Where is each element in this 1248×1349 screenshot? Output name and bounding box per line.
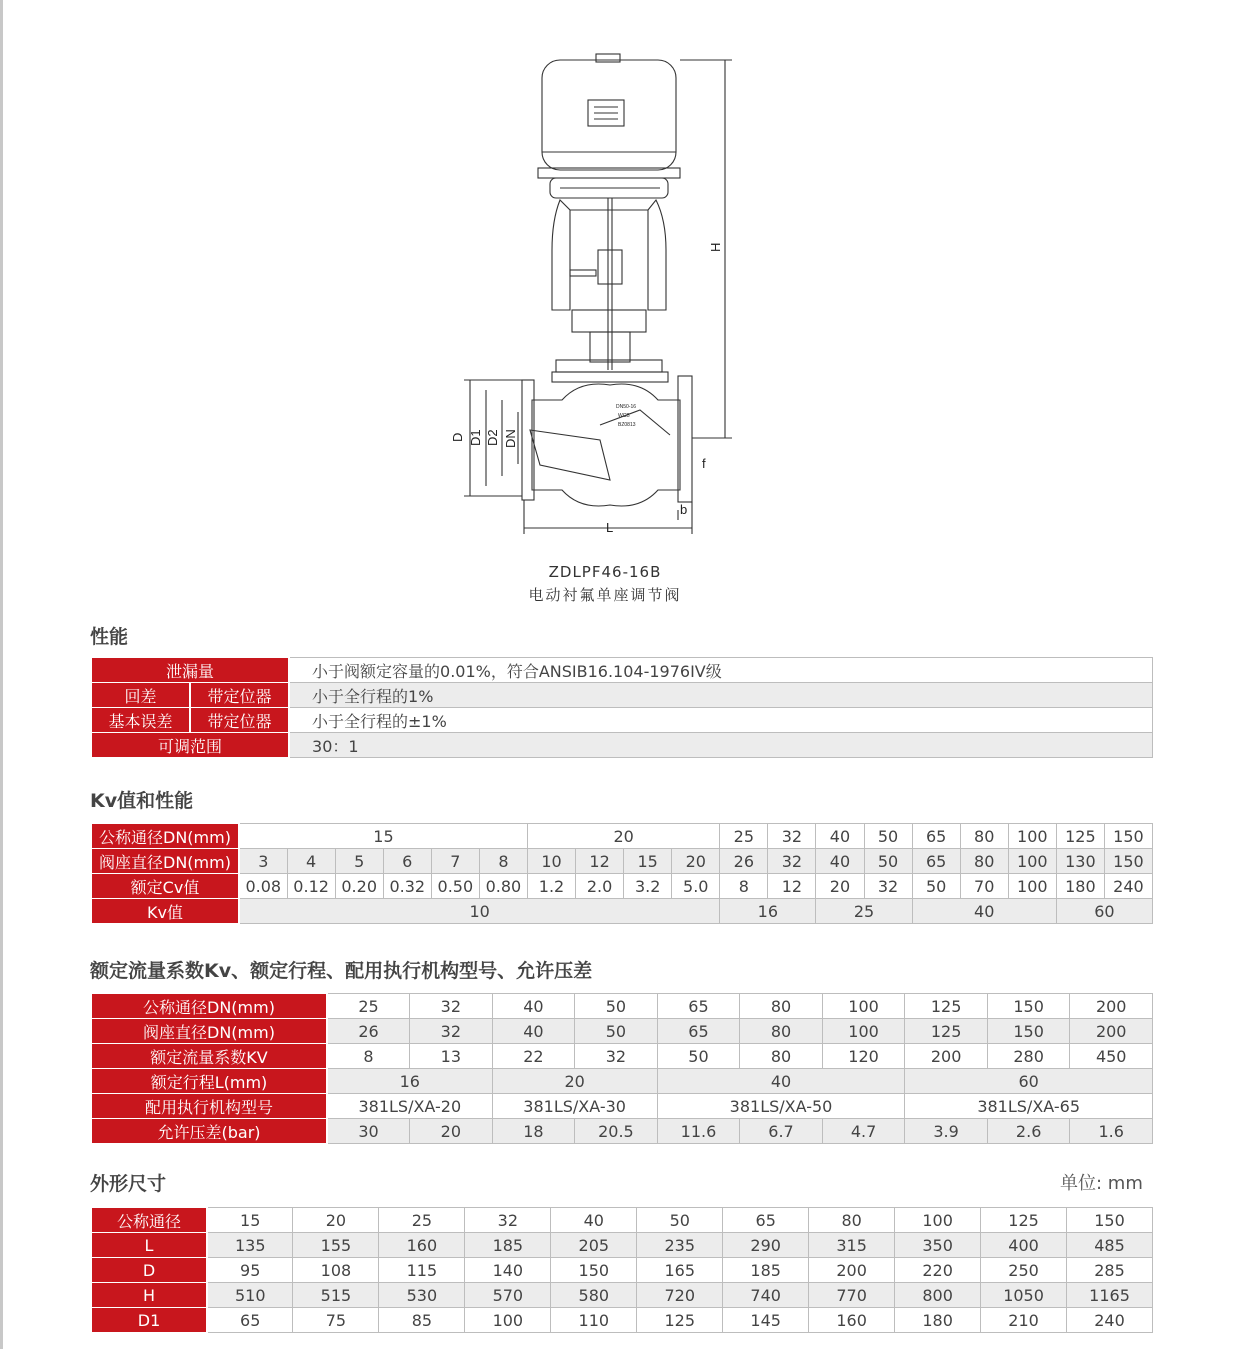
error-sub: 带定位器: [190, 708, 289, 733]
dims-cell: 125: [637, 1308, 723, 1333]
dims-row: [91, 1233, 1153, 1258]
dims-cell: 108: [293, 1258, 379, 1283]
dims-row: [91, 1308, 1153, 1333]
section-title-performance: 性能: [90, 626, 129, 648]
flow-stroke-label: 额定行程L(mm): [91, 1069, 327, 1094]
dims-cell: 160: [809, 1308, 895, 1333]
yoke-left: [552, 200, 570, 310]
kv-seat-cell: 15: [624, 849, 672, 874]
flow-dn-cell: 125: [905, 994, 988, 1019]
dims-row: [91, 1258, 1153, 1283]
dims-cell: 15: [207, 1208, 293, 1233]
dims-cell: 400: [981, 1233, 1067, 1258]
dims-table: [90, 1207, 1153, 1333]
dims-cell: 40: [551, 1208, 637, 1233]
hysteresis-value: 小于全行程的1%: [289, 683, 1152, 708]
dims-cell: 740: [723, 1283, 809, 1308]
dims-cell: 485: [1067, 1233, 1153, 1258]
bonnet: [572, 310, 646, 332]
dims-cell: 95: [207, 1258, 293, 1283]
product-name: 电动衬氟单座调节阀: [528, 586, 682, 604]
yoke-right: [648, 200, 666, 310]
dims-cell: 32: [465, 1208, 551, 1233]
flow-seat-cell: 32: [410, 1019, 493, 1044]
flow-dp-cell: 11.6: [657, 1119, 740, 1144]
kv-seat-cell: 50: [864, 849, 912, 874]
kv-kv-cell: 40: [912, 899, 1056, 924]
kv-seat-cell: 8: [479, 849, 527, 874]
flow-dn-cell: 40: [492, 994, 575, 1019]
kv-dn-cell: 125: [1056, 824, 1104, 849]
dims-cell: 530: [379, 1283, 465, 1308]
flow-seat-label: 阀座直径DN(mm): [91, 1019, 327, 1044]
kv-seat-cell: 80: [960, 849, 1008, 874]
kv-cv-cell: 100: [1008, 874, 1056, 899]
dims-cell: 285: [1067, 1258, 1153, 1283]
flow-seat-cell: 80: [740, 1019, 823, 1044]
kv-cv-cell: 5.0: [672, 874, 720, 899]
dims-cell: 800: [895, 1283, 981, 1308]
kv-seat-cell: 10: [527, 849, 575, 874]
flow-dp-cell: 4.7: [822, 1119, 905, 1144]
flow-dn-cell: 50: [575, 994, 658, 1019]
dims-cell: 580: [551, 1283, 637, 1308]
page-left-border: [0, 0, 3, 1349]
dims-cell: 140: [465, 1258, 551, 1283]
flow-table: [90, 993, 1153, 1144]
flow-dn-cell: 80: [740, 994, 823, 1019]
flow-kv-cell: 13: [410, 1044, 493, 1069]
kv-cv-cell: 32: [864, 874, 912, 899]
flow-dn-cell: 150: [987, 994, 1070, 1019]
kv-cv-cell: 0.20: [335, 874, 383, 899]
dims-cell: 205: [551, 1233, 637, 1258]
kv-cv-cell: 20: [816, 874, 864, 899]
flow-act-cell: 381LS/XA-30: [492, 1094, 657, 1119]
dims-unit: 单位: mm: [1060, 1173, 1143, 1194]
flow-act-label: 配用执行机构型号: [91, 1094, 327, 1119]
flow-dp-cell: 2.6: [987, 1119, 1070, 1144]
kv-seat-cell: 130: [1056, 849, 1104, 874]
dims-cell: 165: [637, 1258, 723, 1283]
kv-seat-cell: 7: [431, 849, 479, 874]
dims-cell: 510: [207, 1283, 293, 1308]
flow-kv-label: 额定流量系数KV: [91, 1044, 327, 1069]
flow-kv-cell: 50: [657, 1044, 740, 1069]
flow-stroke-cell: 60: [905, 1069, 1153, 1094]
kv-cv-cell: 240: [1104, 874, 1152, 899]
dims-cell: 1165: [1067, 1283, 1153, 1308]
flow-dn-cell: 25: [327, 994, 410, 1019]
valve-drawing: [440, 40, 760, 540]
section-title-dims: 外形尺寸: [90, 1173, 167, 1195]
dims-cell: 85: [379, 1308, 465, 1333]
kv-cv-cell: 0.12: [287, 874, 335, 899]
dims-cell: 515: [293, 1283, 379, 1308]
kv-cv-cell: 50: [912, 874, 960, 899]
section-title-flow: 额定流量系数Kv、额定行程、配用执行机构型号、允许压差: [90, 960, 593, 982]
label-f: f: [702, 456, 706, 471]
plate-line-1: DN50-16: [616, 404, 637, 410]
kv-dn-cell: 80: [960, 824, 1008, 849]
error-label: 基本误差: [91, 708, 190, 733]
flow-dp-row: [91, 1119, 1153, 1144]
flow-kv-cell: 280: [987, 1044, 1070, 1069]
flow-dn-cell: 32: [410, 994, 493, 1019]
dims-cell: 770: [809, 1283, 895, 1308]
flow-act-cell: 381LS/XA-50: [657, 1094, 905, 1119]
kv-cv-label: 额定Cv值: [91, 874, 239, 899]
kv-cv-cell: 180: [1056, 874, 1104, 899]
range-value: 30：1: [289, 733, 1152, 758]
hysteresis-sub: 带定位器: [190, 683, 289, 708]
kv-dn-label: 公称通径DN(mm): [91, 824, 239, 849]
flow-seat-row: [91, 1019, 1153, 1044]
flow-kv-row: [91, 1044, 1153, 1069]
label-D1: D1: [468, 429, 483, 446]
kv-dn-cell: 25: [720, 824, 768, 849]
leak-label: 泄漏量: [91, 658, 289, 683]
dims-cell: 65: [207, 1308, 293, 1333]
kv-seat-cell: 150: [1104, 849, 1152, 874]
label-b: b: [680, 502, 688, 517]
product-model: ZDLPF46-16B: [548, 563, 662, 581]
kv-cv-cell: 0.80: [479, 874, 527, 899]
kv-cv-cell: 1.2: [527, 874, 575, 899]
kv-seat-cell: 20: [672, 849, 720, 874]
kv-cv-cell: 0.32: [383, 874, 431, 899]
kv-kv-label: Kv值: [91, 899, 239, 924]
kv-cv-cell: 0.50: [431, 874, 479, 899]
actuator-housing: [542, 60, 676, 170]
dims-cell: 315: [809, 1233, 895, 1258]
valve-body: [532, 384, 680, 506]
kv-dn-cell: 100: [1008, 824, 1056, 849]
kv-seat-cell: 4: [287, 849, 335, 874]
dims-cell: 50: [637, 1208, 723, 1233]
kv-dn-cell: 15: [239, 824, 527, 849]
dims-cell: 75: [293, 1308, 379, 1333]
dims-cell: 160: [379, 1233, 465, 1258]
flow-dp-label: 允许压差(bar): [91, 1119, 327, 1144]
dims-cell: 240: [1067, 1308, 1153, 1333]
plate-line-2: WCB: [618, 413, 630, 419]
hysteresis-label: 回差: [91, 683, 190, 708]
flow-kv-cell: 22: [492, 1044, 575, 1069]
kv-cv-cell: 8: [720, 874, 768, 899]
dims-row-label: L: [91, 1233, 207, 1258]
flow-stroke-cell: 20: [492, 1069, 657, 1094]
kv-dn-cell: 65: [912, 824, 960, 849]
stem-connector: [598, 250, 622, 284]
dims-cell: 350: [895, 1233, 981, 1258]
actuator-cap: [596, 54, 620, 62]
label-DN: DN: [503, 429, 518, 448]
dims-cell: 250: [981, 1258, 1067, 1283]
flow-dn-cell: 100: [822, 994, 905, 1019]
dims-row-label: D: [91, 1258, 207, 1283]
flow-seat-cell: 40: [492, 1019, 575, 1044]
label-D2: D2: [485, 429, 500, 446]
flow-act-cell: 381LS/XA-65: [905, 1094, 1153, 1119]
kv-seat-cell: 12: [576, 849, 624, 874]
label-D: D: [450, 432, 465, 442]
flow-seat-cell: 65: [657, 1019, 740, 1044]
kv-cv-cell: 3.2: [624, 874, 672, 899]
kv-seat-label: 阀座直径DN(mm): [91, 849, 239, 874]
kv-dn-cell: 150: [1104, 824, 1152, 849]
kv-dn-cell: 20: [527, 824, 719, 849]
dims-cell: 135: [207, 1233, 293, 1258]
flow-dn-cell: 65: [657, 994, 740, 1019]
dims-row-label: 公称通径: [91, 1208, 207, 1233]
dims-cell: 720: [637, 1283, 723, 1308]
kv-seat-cell: 6: [383, 849, 431, 874]
dims-cell: 65: [723, 1208, 809, 1233]
dims-cell: 570: [465, 1283, 551, 1308]
dims-cell: 155: [293, 1233, 379, 1258]
flow-dn-row: [91, 994, 1153, 1019]
flow-dp-cell: 18: [492, 1119, 575, 1144]
kv-kv-cell: 16: [720, 899, 816, 924]
kv-seat-cell: 3: [239, 849, 287, 874]
dims-cell: 80: [809, 1208, 895, 1233]
flow-dp-cell: 30: [327, 1119, 410, 1144]
dims-cell: 235: [637, 1233, 723, 1258]
performance-table: [90, 657, 1153, 758]
kv-dn-cell: 50: [864, 824, 912, 849]
leak-value: 小于阀额定容量的0.01%，符合ANSIB16.104-1976IV级: [289, 658, 1152, 683]
dims-cell: 100: [465, 1308, 551, 1333]
flow-dp-cell: 20: [410, 1119, 493, 1144]
flow-seat-cell: 200: [1070, 1019, 1153, 1044]
dims-cell: 25: [379, 1208, 465, 1233]
flow-seat-cell: 150: [987, 1019, 1070, 1044]
dims-cell: 210: [981, 1308, 1067, 1333]
dims-cell: 150: [1067, 1208, 1153, 1233]
dims-cell: 150: [551, 1258, 637, 1283]
dims-cell: 180: [895, 1308, 981, 1333]
kv-table: [90, 823, 1153, 924]
dims-cell: 125: [981, 1208, 1067, 1233]
dims-cell: 185: [465, 1233, 551, 1258]
range-label: 可调范围: [91, 733, 289, 758]
dims-cell: 115: [379, 1258, 465, 1283]
dims-cell: 200: [809, 1258, 895, 1283]
dims-cell: 185: [723, 1258, 809, 1283]
kv-seat-cell: 26: [720, 849, 768, 874]
flow-act-cell: 381LS/XA-20: [327, 1094, 492, 1119]
dims-cell: 100: [895, 1208, 981, 1233]
dims-body: [91, 1208, 1153, 1333]
kv-cv-cell: 12: [768, 874, 816, 899]
label-L: L: [606, 520, 614, 535]
kv-cv-cell: 2.0: [576, 874, 624, 899]
kv-seat-cell: 40: [816, 849, 864, 874]
kv-cv-cell: 70: [960, 874, 1008, 899]
section-title-kv: Kv值和性能: [90, 790, 194, 812]
kv-seat-row: [91, 849, 1153, 874]
error-value: 小于全行程的±1%: [289, 708, 1152, 733]
dims-cell: 20: [293, 1208, 379, 1233]
flow-dp-cell: 6.7: [740, 1119, 823, 1144]
flow-stroke-cell: 40: [657, 1069, 905, 1094]
dims-cell: 145: [723, 1308, 809, 1333]
flow-kv-cell: 450: [1070, 1044, 1153, 1069]
kv-kv-cell: 10: [239, 899, 720, 924]
dims-row-label: H: [91, 1283, 207, 1308]
plate-line-3: BZ0813: [618, 422, 636, 428]
kv-kv-cell: 25: [816, 899, 912, 924]
flow-stroke-cell: 16: [327, 1069, 492, 1094]
dims-row: [91, 1283, 1153, 1308]
flow-kv-cell: 32: [575, 1044, 658, 1069]
flow-kv-cell: 200: [905, 1044, 988, 1069]
flow-seat-cell: 100: [822, 1019, 905, 1044]
flow-seat-cell: 125: [905, 1019, 988, 1044]
flow-dp-cell: 3.9: [905, 1119, 988, 1144]
kv-seat-cell: 100: [1008, 849, 1056, 874]
flow-dn-label: 公称通径DN(mm): [91, 994, 327, 1019]
kv-seat-cell: 65: [912, 849, 960, 874]
dims-cell: 220: [895, 1258, 981, 1283]
flow-seat-cell: 26: [327, 1019, 410, 1044]
flow-dn-cell: 200: [1070, 994, 1153, 1019]
kv-kv-cell: 60: [1056, 899, 1152, 924]
kv-dn-cell: 40: [816, 824, 864, 849]
flow-kv-cell: 8: [327, 1044, 410, 1069]
dims-cell: 290: [723, 1233, 809, 1258]
flow-kv-cell: 80: [740, 1044, 823, 1069]
dims-row-label: D1: [91, 1308, 207, 1333]
dims-cell: 1050: [981, 1283, 1067, 1308]
kv-cv-row: [91, 874, 1153, 899]
kv-cv-cell: 0.08: [239, 874, 287, 899]
kv-seat-cell: 5: [335, 849, 383, 874]
flow-seat-cell: 50: [575, 1019, 658, 1044]
flow-dp-cell: 20.5: [575, 1119, 658, 1144]
flow-dp-cell: 1.6: [1070, 1119, 1153, 1144]
label-H: H: [708, 242, 723, 252]
flow-kv-cell: 120: [822, 1044, 905, 1069]
kv-seat-cell: 32: [768, 849, 816, 874]
kv-dn-cell: 32: [768, 824, 816, 849]
dims-row: [91, 1208, 1153, 1233]
dims-cell: 110: [551, 1308, 637, 1333]
